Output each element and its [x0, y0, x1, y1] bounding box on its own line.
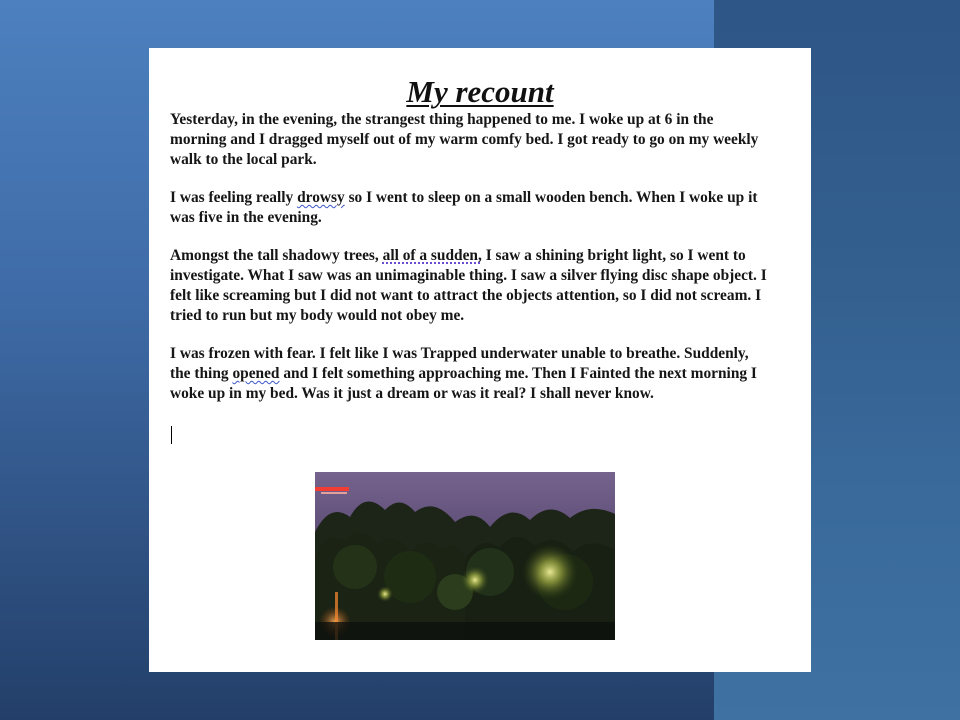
document-title	[149, 74, 811, 110]
paragraph-3	[170, 246, 770, 326]
spellcheck-marked-word[interactable]: opened	[232, 365, 280, 382]
paragraph-2-text-end: so I went to sleep on a small wooden bench. When I woke up it was five in the evening.	[170, 189, 758, 226]
document-page	[149, 48, 811, 672]
paragraph-3-text-end: I saw a shining bright light, so I went to investigate. What I saw was an unimaginable thing. I saw a silver flying disc shape object. I felt like screaming but I did not want to attract the objects attention, so I did not scream. I tried to run but my body would not obey me.	[170, 247, 767, 324]
paragraph-4-text-start: I was frozen with fear. I felt like I was Trapped underwater unable to breathe. Suddenly, the thing	[170, 345, 749, 382]
paragraph-4-text-end: and I felt something approaching me. Then I Fainted the next morning I woke up in my bed. Was it just a dream or was it real? I shall never know.	[170, 365, 757, 402]
document-title-text: My recount	[406, 74, 554, 109]
night-forest-photo-art	[315, 472, 615, 640]
grammar-marked-phrase[interactable]: all of a sudden,	[382, 247, 482, 264]
night-forest-photo	[315, 472, 615, 640]
document-body[interactable]	[170, 110, 770, 404]
paragraph-2-text-start: I was feeling really	[170, 189, 298, 206]
text-cursor	[171, 426, 172, 444]
paragraph-1: Yesterday, in the evening, the strangest thing happened to me. I woke up at 6 in the morning and I dragged myself out of my warm comfy bed. I got ready to go on my weekly walk to the local park.	[170, 111, 759, 168]
paragraph-2	[170, 188, 770, 228]
spellcheck-marked-word[interactable]: drowsy	[297, 189, 345, 206]
paragraph-3-text-start: Amongst the tall shadowy trees,	[170, 247, 383, 264]
paragraph-4	[170, 344, 770, 404]
